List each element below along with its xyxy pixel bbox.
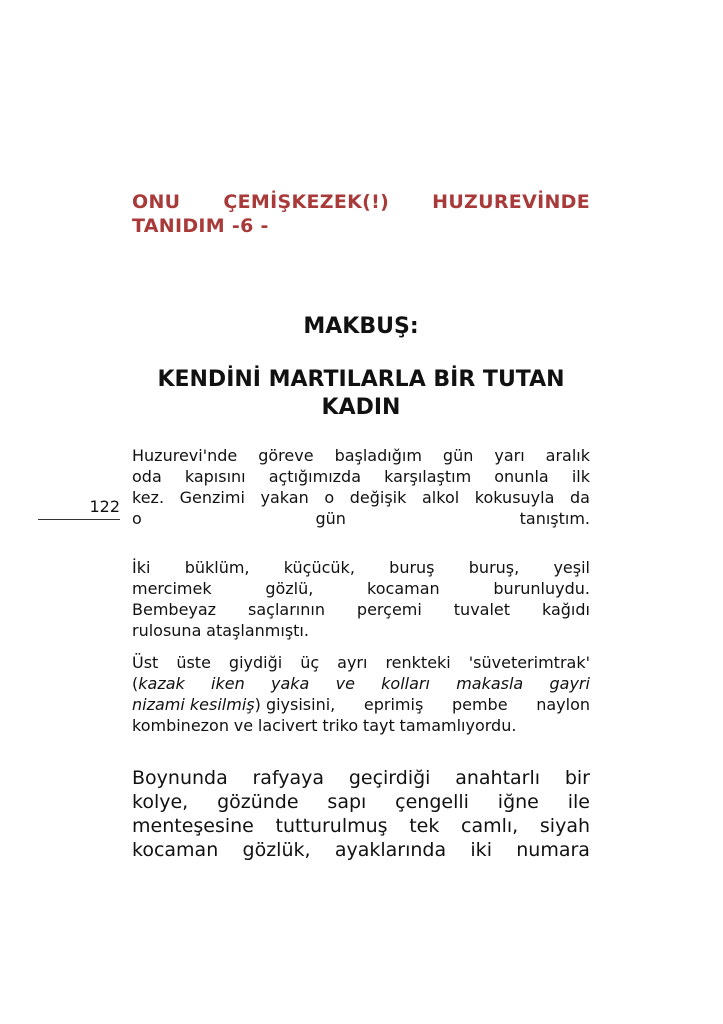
- title-word: ONU: [132, 191, 181, 213]
- word: kolye,: [132, 791, 189, 813]
- page-number-rule: [38, 519, 120, 520]
- word: değişik: [349, 488, 407, 507]
- word: camlı,: [461, 815, 519, 837]
- word: tamamlıyordu.: [399, 716, 517, 735]
- page-number: 122: [89, 497, 120, 516]
- word: ataşlanmıştı.: [206, 621, 309, 640]
- word: siyah: [539, 815, 590, 837]
- word: iğne: [497, 791, 539, 813]
- word: eprimiş: [363, 695, 424, 714]
- word: kombinezon: [132, 716, 229, 735]
- text-line: [132, 445, 590, 466]
- word: yakan: [260, 488, 309, 507]
- italic-word: kazak: [138, 674, 185, 693]
- title-word: HUZUREVİNDE: [432, 191, 590, 213]
- word: lacivert: [257, 716, 318, 735]
- word: Huzurevi'nde: [132, 446, 238, 465]
- word: rafyaya: [252, 767, 325, 789]
- word: Genzimi: [179, 488, 245, 507]
- word: ilk: [571, 467, 590, 486]
- word: o: [132, 509, 142, 528]
- word: tutturulmuş: [275, 815, 388, 837]
- word: İki: [132, 558, 151, 577]
- chapter-title-line-2: TANIDIM -6 -: [132, 215, 269, 237]
- word: menteşesine: [132, 815, 254, 837]
- text-line: [132, 487, 590, 508]
- word: gözünde: [217, 791, 299, 813]
- text-line: [132, 766, 590, 790]
- word: renkteki: [385, 653, 451, 672]
- paragraph-1: [132, 445, 590, 529]
- word: [132, 694, 335, 715]
- word: çengelli: [395, 791, 469, 813]
- word: rulosuna: [132, 621, 202, 640]
- word: kapısını: [184, 467, 246, 486]
- word: burunluydu.: [493, 579, 590, 598]
- subtitle-line-2: KADIN: [321, 395, 401, 420]
- word: büklüm,: [184, 558, 250, 577]
- word: Üst: [132, 653, 159, 672]
- text-line: [132, 652, 590, 673]
- word: gün: [442, 446, 474, 465]
- word: anahtarlı: [455, 767, 541, 789]
- word: ayaklarında: [334, 839, 447, 861]
- text-line: [132, 838, 590, 862]
- word: Boynunda: [132, 767, 228, 789]
- text-line: [132, 715, 590, 736]
- word: tek: [409, 815, 440, 837]
- word: ve: [233, 716, 254, 735]
- word: göreve: [258, 446, 314, 465]
- italic-word: yaka: [271, 674, 310, 693]
- word: oda: [132, 467, 162, 486]
- text-line: [132, 673, 590, 694]
- word: perçemi: [356, 600, 422, 619]
- word: yarı: [494, 446, 525, 465]
- word: o: [324, 488, 335, 507]
- word-tail: ) giysisini,: [254, 695, 336, 714]
- word: buruş: [389, 558, 435, 577]
- word: iki: [470, 839, 492, 861]
- word: kocaman: [132, 839, 219, 861]
- word: ile: [567, 791, 590, 813]
- title-word: ÇEMİŞKEZEK(!): [223, 191, 390, 213]
- italic-word: kolları: [381, 674, 430, 693]
- text-line: [132, 599, 590, 620]
- word: [132, 673, 185, 694]
- word: karşılaştım: [384, 467, 472, 486]
- word: yeşil: [553, 558, 590, 577]
- word: numara: [516, 839, 590, 861]
- word: kokusuyla: [474, 488, 555, 507]
- subtitle-line-1: KENDİNİ MARTILARLA BİR TUTAN: [157, 367, 565, 392]
- paragraph-4: [132, 766, 590, 862]
- word: geçirdiği: [348, 767, 431, 789]
- italic-phrase: nizami kesilmiş: [132, 695, 255, 714]
- text-line: [132, 578, 590, 599]
- word: da: [570, 488, 590, 507]
- text-line: [132, 466, 590, 487]
- chapter-title: [132, 190, 590, 238]
- word: alkol: [422, 488, 460, 507]
- word: saçlarının: [248, 600, 325, 619]
- word: kez.: [132, 488, 165, 507]
- word: başladığım: [334, 446, 422, 465]
- word: açtığımızda: [268, 467, 362, 486]
- word: 'süveterimtrak': [468, 653, 590, 672]
- text-line: [132, 557, 590, 578]
- word: bir: [564, 767, 590, 789]
- text-line: [132, 814, 590, 838]
- paragraph-2: [132, 557, 590, 641]
- word: küçücük,: [283, 558, 355, 577]
- chapter-title-line-1: [132, 190, 590, 214]
- italic-word: iken: [211, 674, 245, 693]
- section-heading: MAKBUŞ:: [303, 314, 419, 339]
- text-line: [132, 620, 590, 641]
- word: gözlü,: [265, 579, 314, 598]
- word: kocaman: [367, 579, 440, 598]
- word: gün: [315, 509, 346, 528]
- text-line: [132, 694, 590, 715]
- word: tuvalet: [453, 600, 511, 619]
- open-paren: (: [132, 674, 139, 693]
- word: onunla: [494, 467, 549, 486]
- word: ayrı: [337, 653, 368, 672]
- text-line: [132, 508, 590, 529]
- word: tanıştım.: [519, 509, 590, 528]
- word: kağıdı: [541, 600, 590, 619]
- word: pembe: [451, 695, 508, 714]
- italic-word: makasla: [456, 674, 524, 693]
- word: üste: [176, 653, 211, 672]
- word: giydiği: [228, 653, 283, 672]
- word: triko: [322, 716, 359, 735]
- word: naylon: [536, 695, 590, 714]
- word: buruş,: [468, 558, 520, 577]
- paragraph-3: [132, 652, 590, 736]
- word: üç: [300, 653, 320, 672]
- italic-word: gayri: [549, 674, 590, 693]
- word: sapı: [327, 791, 367, 813]
- word: mercimek: [132, 579, 212, 598]
- word: Bembeyaz: [132, 600, 217, 619]
- word: gözlük,: [242, 839, 311, 861]
- word: aralık: [545, 446, 590, 465]
- text-line: [132, 790, 590, 814]
- subtitle-heading: [132, 366, 590, 422]
- italic-word: ve: [335, 674, 355, 693]
- word: tayt: [362, 716, 395, 735]
